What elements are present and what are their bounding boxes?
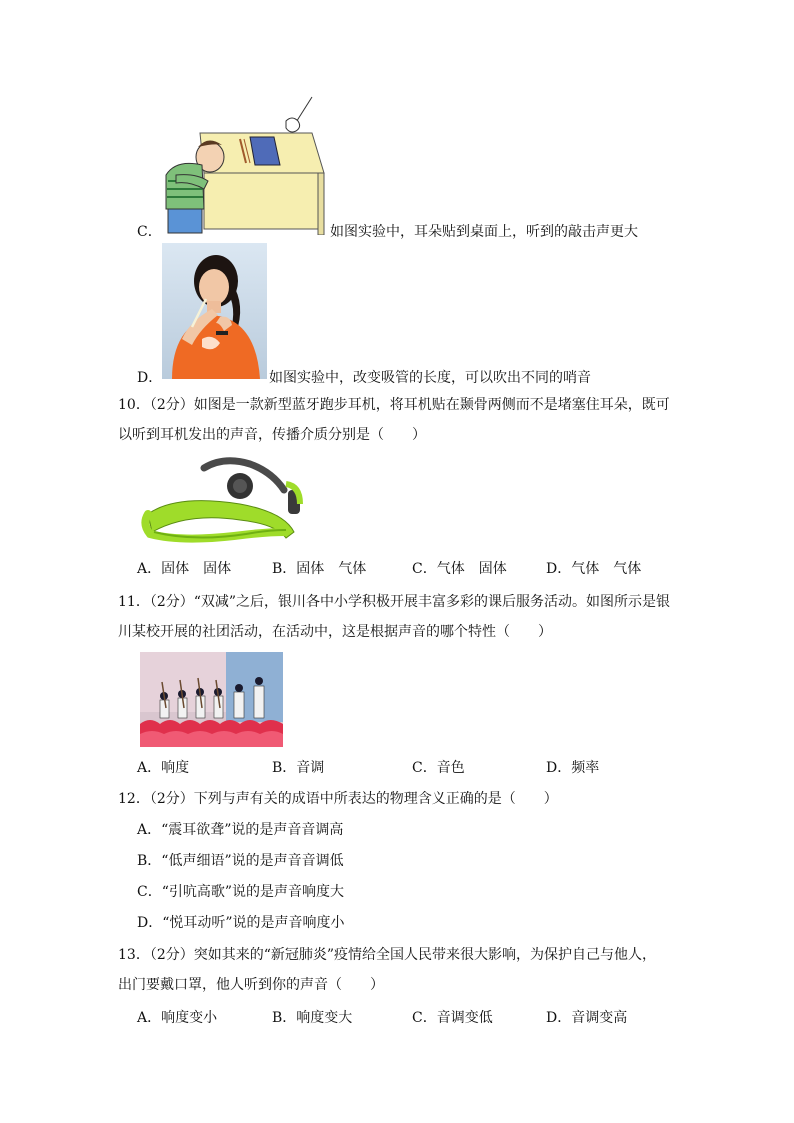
q13-stem-line1: 13．（2分）突如其来的“新冠肺炎”疫情给全国人民带来很大影响，为保护自己与他人， [118, 947, 657, 963]
q11-option-c: C．音色 [412, 760, 465, 776]
q12-option-d: D．“悦耳动听”说的是声音响度小 [137, 915, 345, 931]
q12-option-c: C．“引吭高歌”说的是声音响度大 [137, 884, 345, 900]
q9-option-c-text: 如图实验中，耳朵贴到桌面上，听到的敲击声更大 [330, 224, 638, 240]
q12-option-b: B．“低声细语”说的是声音音调低 [137, 853, 344, 869]
q10-option-c: C．气体 固体 [412, 561, 507, 577]
q13-stem-line2: 出门要戴口罩，他人听到你的声音（ ） [118, 977, 384, 993]
q13-option-a: A．响度变小 [137, 1010, 218, 1026]
q10-option-a: A．固体 固体 [137, 561, 232, 577]
straw-whistle-photo [162, 243, 267, 379]
q13-option-b: B．响度变大 [272, 1010, 353, 1026]
student-band-photo [140, 652, 283, 747]
q11-option-a: A．响度 [137, 760, 190, 776]
q13-option-d: D．音调变高 [546, 1010, 628, 1026]
q10-option-b: B．固体 气体 [272, 561, 367, 577]
q10-stem-line1: 10．（2分）如图是一款新型蓝牙跑步耳机，将耳机贴在颞骨两侧而不是堵塞住耳朵，既可 [118, 397, 670, 413]
q11-option-d: D．频率 [546, 760, 600, 776]
q9-option-d-letter: D． [137, 370, 163, 386]
q11-stem-line2: 川某校开展的社团活动，在活动中，这是根据声音的哪个特性（ ） [118, 624, 552, 640]
q11-stem-line1: 11．（2分）“双减”之后，银川各中小学积极开展丰富多彩的课后服务活动。如图所示是银 [118, 594, 671, 610]
q12-option-a: A．“震耳欲聋”说的是声音音调高 [137, 822, 344, 838]
q13-option-c: C．音调变低 [412, 1010, 493, 1026]
q9-option-c-letter: C． [137, 224, 162, 240]
q12-stem: 12．（2分）下列与声有关的成语中所表达的物理含义正确的是（ ） [118, 791, 558, 807]
q11-option-b: B．音调 [272, 760, 325, 776]
bluetooth-headphone-figure [140, 456, 308, 546]
q10-stem-line2: 以听到耳机发出的声音，传播介质分别是（ ） [118, 427, 426, 443]
desk-experiment-figure [162, 95, 325, 235]
q9-option-d-text: 如图实验中，改变吸管的长度，可以吹出不同的哨音 [269, 370, 591, 386]
q10-option-d: D．气体 气体 [546, 561, 642, 577]
